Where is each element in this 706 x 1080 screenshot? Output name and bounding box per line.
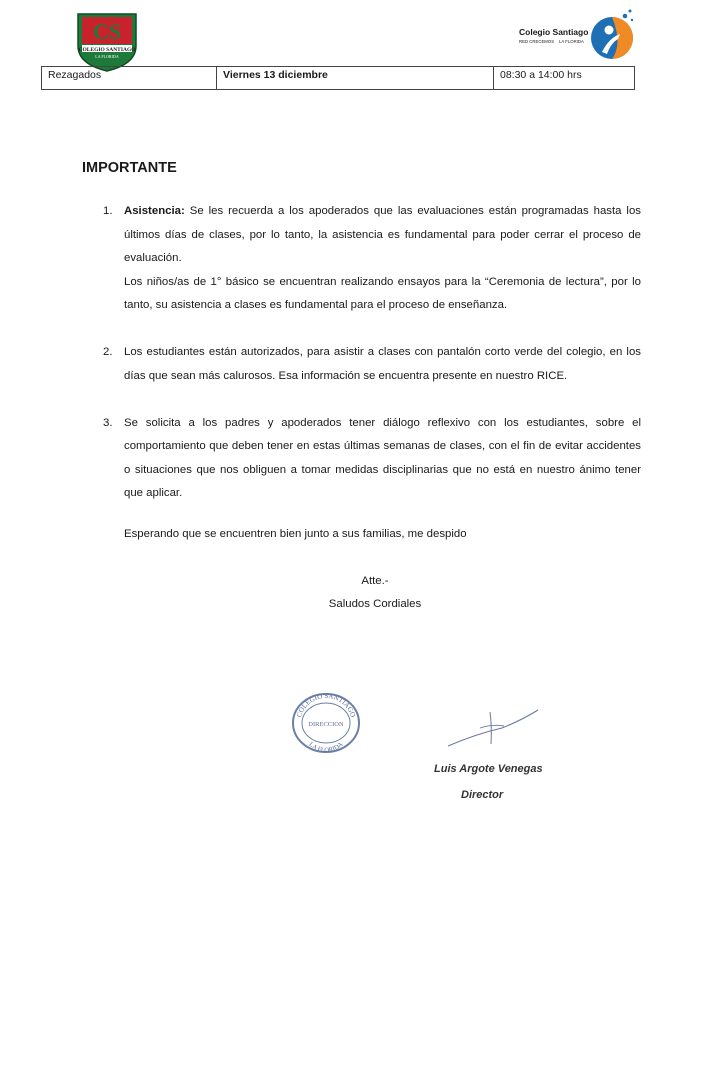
svg-text:COLEGIO SANTIAGO: COLEGIO SANTIAGO <box>295 691 357 719</box>
closing-text: Esperando que se encuentren bien junto a sus familias, me despido <box>124 528 467 540</box>
notice-list <box>103 200 641 506</box>
sign-off-line2: Saludos Cordiales <box>328 598 422 610</box>
crest-letters: CS <box>92 19 122 44</box>
signatory-role: Director <box>461 789 504 801</box>
crest-band-text: COLEGIO SANTIAGO <box>78 47 136 53</box>
schedule-date-cell: Viernes 13 diciembre <box>217 67 494 90</box>
list-item <box>103 200 641 318</box>
brand-line2-right: LA FLORIDA <box>559 39 584 44</box>
item-extra-text: Los niños/as de 1° básico se encuentran realizando ensayos para la “Ceremonia de lectura”, por lo tanto, su asistencia a clases es fundamental para el proceso de enseñanza. <box>124 275 641 311</box>
signatory-name: Luis Argote Venegas <box>434 763 543 775</box>
list-item <box>103 412 641 506</box>
sign-off-line1: Atte.- <box>361 575 389 587</box>
director-signature <box>446 708 542 750</box>
item-label: Asistencia: <box>124 205 185 217</box>
item-number: 1. <box>103 205 113 217</box>
schedule-table <box>41 66 635 90</box>
item-text: Se solicita a los padres y apoderados tener diálogo reflexivo con los estudiantes, sobre el comportamiento que deben tener en estas últimas semanas de clases, con el fin de evitar accidentes o situaciones que nos obliguen a tomar medidas disciplinarias que no está en nuestro ánimo tener que aplicar. <box>124 416 641 499</box>
list-item <box>103 341 641 388</box>
item-number: 3. <box>103 416 113 429</box>
svg-text:DIRECCION: DIRECCION <box>308 721 344 728</box>
colegio-santiago-brand-logo <box>519 8 637 60</box>
brand-line2-left: RED CRECEMOS <box>519 39 555 44</box>
table-row <box>42 67 635 90</box>
item-text: Los estudiantes están autorizados, para asistir a clases con pantalón corto verde del colegio, en los días que sean más calurosos. Esa información se encuentra presente en nuestro RICE. <box>124 346 641 382</box>
section-heading: IMPORTANTE <box>82 160 177 176</box>
direccion-stamp <box>290 690 362 754</box>
schedule-group-cell: Rezagados <box>42 67 217 90</box>
item-text <box>124 200 641 271</box>
svg-text:LA FLORIDA: LA FLORIDA <box>307 741 345 754</box>
brand-name: Colegio Santiago <box>519 27 589 37</box>
crest-sub-text: LA FLORIDA <box>95 54 119 59</box>
school-crest-logo <box>76 12 138 72</box>
item-body: Se les recuerda a los apoderados que las evaluaciones están programadas hasta los últimos días de clases, por lo tanto, la asistencia es fundamental para poder cerrar el proceso de evaluación. <box>124 205 641 264</box>
item-number: 2. <box>103 346 113 358</box>
schedule-time-cell: 08:30 a 14:00 hrs <box>494 67 635 90</box>
